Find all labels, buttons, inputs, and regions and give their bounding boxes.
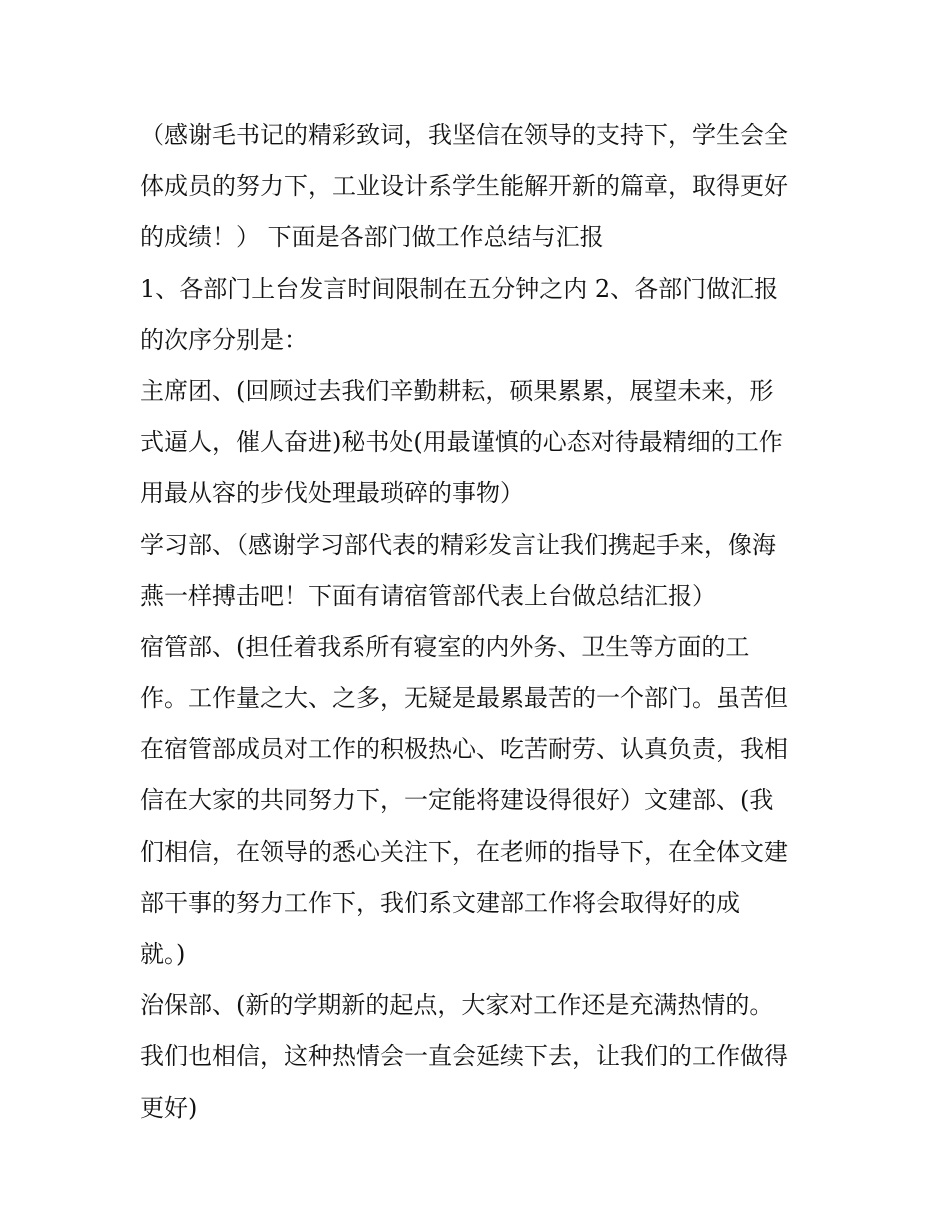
text-line: 更好) <box>140 1093 198 1122</box>
text-line: 的成绩！） 下面是各部门做工作总结与汇报 <box>140 223 604 252</box>
text-line: （感谢毛书记的精彩致词，我坚信在领导的支持下，学生会全 <box>140 121 788 149</box>
text-line: 们相信，在领导的悉心关注下，在老师的指导下，在全体文建 <box>140 837 788 866</box>
text-line: 学习部、（感谢学习部代表的精彩发言让我们携起手来，像海 <box>140 530 776 559</box>
text-line: 用最从容的步伐处理最琐碎的事物） <box>140 479 524 508</box>
text-line: 在宿管部成员对工作的积极热心、吃苦耐劳、认真负责，我相 <box>140 735 788 764</box>
text-line: 的次序分别是： <box>140 325 308 354</box>
text-line: 就。) <box>140 940 186 968</box>
text-line: 我们也相信，这种热情会一直会延续下去，让我们的工作做得 <box>140 1042 788 1071</box>
text-line: 主席团、(回顾过去我们辛勤耕耘，硕果累累，展望未来，形 <box>140 376 774 405</box>
text-line: 体成员的努力下，工业设计系学生能解开新的篇章，取得更好 <box>140 172 788 201</box>
text-line: 信在大家的共同努力下，一定能将建设得很好）文建部、(我 <box>140 786 774 815</box>
text-line: 宿管部、(担任着我系所有寝室的内外务、卫生等方面的工 <box>140 632 750 661</box>
document-body <box>140 110 820 1134</box>
text-line: 治保部、(新的学期新的起点，大家对工作还是充满热情的。 <box>140 991 774 1020</box>
text-line: 部干事的努力工作下，我们系文建部工作将会取得好的成 <box>140 888 740 917</box>
text-line: 作。工作量之大、之多，无疑是最累最苦的一个部门。虽苦但 <box>140 684 788 713</box>
text-line: 燕一样搏击吧！下面有请宿管部代表上台做总结汇报） <box>140 581 716 610</box>
text-line: 式逼人，催人奋进)秘书处(用最谨慎的心态对待最精细的工作 <box>140 428 783 457</box>
text-line: 1、各部门上台发言时间限制在五分钟之内 2、各部门做汇报 <box>140 274 779 303</box>
